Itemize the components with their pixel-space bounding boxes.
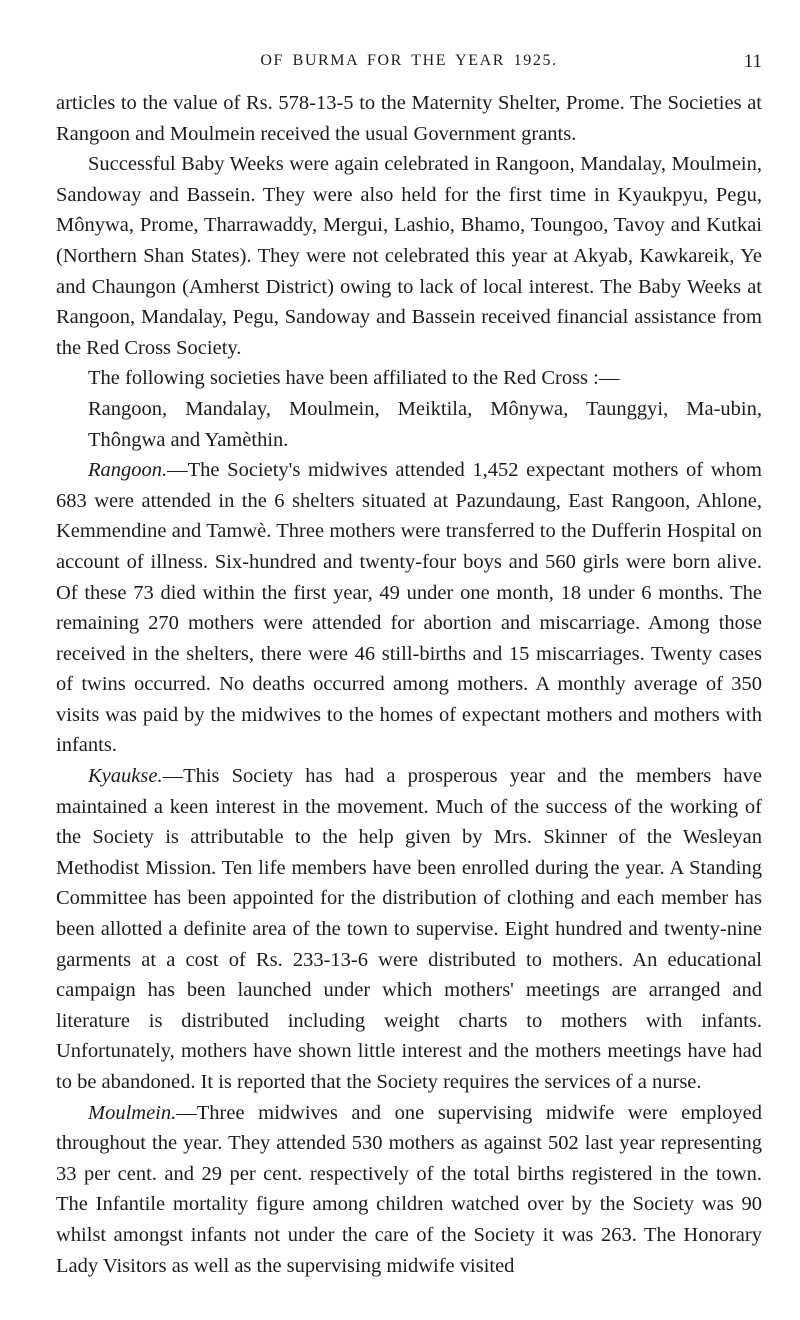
- paragraph-rangoon: [56, 455, 762, 761]
- page-number: 11: [743, 51, 762, 72]
- affiliated-societies-list: [56, 394, 762, 455]
- paragraph-text: —This Society has had a prosperous year and the members have maintained a keen interest in the movement. Much of the success of the working of the Society is attributable to the help given by Mrs. Skinner of the Wesleyan Methodist Mission. Ten life members have been enrolled during the year. A Standing Committee has been appointed for the distribution of clothing and each member has been allotted a definite area of the town to supervise. Eight hundred and twenty-nine garments at a cost of Rs. 233-13-6 were distributed to mothers. An educational campaign has been launched under which mothers' meetings are arranged and literature is distributed including weight charts to mothers with infants. Unfortunately, mothers have shown little interest and the mothers meetings have had to be abandoned. It is reported that the Society requires the services of a nurse.: [56, 765, 762, 1093]
- document-page: [56, 52, 762, 1281]
- paragraph-kyaukse: [56, 761, 762, 1098]
- paragraph-moulmein: [56, 1098, 762, 1282]
- body-text: [56, 88, 762, 1281]
- paragraph-baby-weeks: [56, 149, 762, 363]
- paragraph-text: Successful Baby Weeks were again celebrated in Rangoon, Mandalay, Moulmein, Sandoway and Bassein. They were also held for the first time in Kyaukpyu, Pegu, Mônywa, Prome, Tharrawaddy, Mergui, Lashio, Bhamo, Toungoo, Tavoy and Kutkai (Northern Shan States). They were not celebrated this year at Akyab, Kawkareik, Ye and Chaungon (Amherst District) owing to lack of local interest. The Baby Weeks at Rangoon, Mandalay, Pegu, Sandoway and Bassein received financial assistance from the Red Cross Society.: [56, 153, 762, 359]
- running-header: [56, 52, 762, 78]
- section-heading-rangoon: Rangoon.: [88, 459, 168, 482]
- section-heading-moulmein: Moulmein.: [88, 1101, 177, 1124]
- running-title: OF BURMA FOR THE YEAR 1925.: [260, 52, 558, 69]
- paragraph-text: Rangoon, Mandalay, Moulmein, Meiktila, Mônywa, Taunggyi, Ma-ubin, Thôngwa and Yamèthin.: [88, 397, 762, 451]
- paragraph-continuation: [56, 88, 762, 149]
- paragraph-text: —Three midwives and one supervising midwife were employed throughout the year. They attended 530 mothers as against 502 last year representing 33 per cent. and 29 per cent. respectively of the total births registered in the town. The Infantile mortality figure among children watched over by the Society was 90 whilst amongst infants not under the care of the Society it was 263. The Honorary Lady Visitors as well as the supervising midwife visited: [56, 1101, 762, 1277]
- paragraph-text: articles to the value of Rs. 578-13-5 to the Maternity Shelter, Prome. The Societies at Rangoon and Moulmein received the usual Government grants.: [56, 92, 762, 145]
- paragraph-text: The following societies have been affiliated to the Red Cross :—: [88, 367, 620, 390]
- section-heading-kyaukse: Kyaukse.: [88, 765, 163, 788]
- paragraph-affiliated-intro: [56, 363, 762, 394]
- paragraph-text: —The Society's midwives attended 1,452 expectant mothers of whom 683 were attended in the 6 shelters situated at Pazundaung, East Rangoon, Ahlone, Kemmendine and Tamwè. Three mothers were transferred to the Dufferin Hospital on account of illness. Six-hundred and twenty-four boys and 560 girls were born alive. Of these 73 died within the first year, 49 under one month, 18 under 6 months. The remaining 270 mothers were attended for abortion and miscarriage. Among those received in the shelters, there were 46 still-births and 15 miscarriages. Twenty cases of twins occurred. No deaths occurred among mothers. A monthly average of 350 visits was paid by the midwives to the homes of expectant mothers and mothers with infants.: [56, 459, 762, 757]
